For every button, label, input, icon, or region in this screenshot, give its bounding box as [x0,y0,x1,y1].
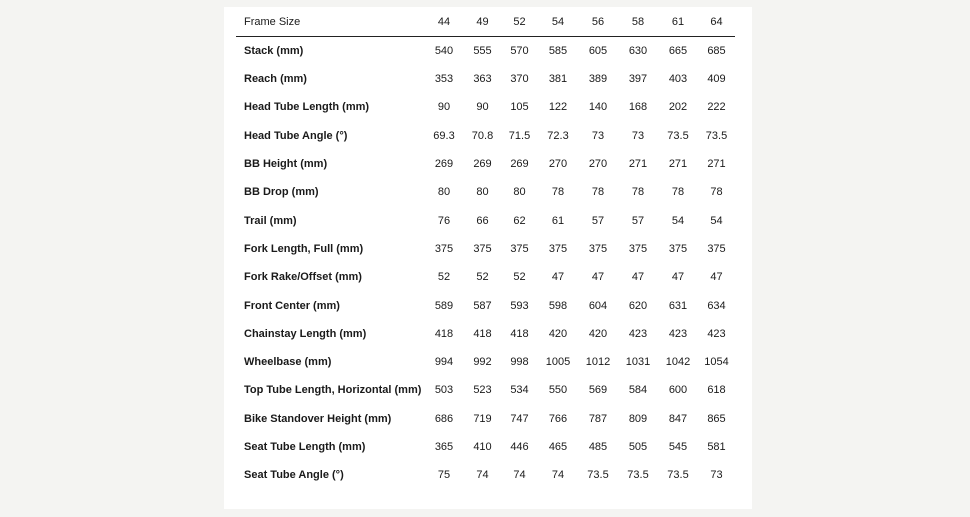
table-cell: 363 [473,73,492,86]
table-cell: 61 [551,214,565,227]
table-cell: 57 [631,214,645,227]
row-label: Bike Standover Height (mm) [244,412,392,425]
table-cell: 271 [668,158,688,171]
table-row [236,122,735,150]
row-label: BB Height (mm) [244,158,328,171]
table-cell: 73 [591,129,605,142]
table-cell: 47 [591,271,605,284]
table-cell: 534 [510,384,529,397]
table-cell: 581 [707,441,726,453]
table-cell: 52 [476,271,489,284]
row-label: Head Tube Angle (°) [244,129,348,142]
table-cell: 503 [434,384,454,397]
table-cell: 73 [631,129,645,142]
table-cell: 375 [473,242,492,255]
table-cell: 381 [548,73,568,86]
table-cell: 54 [671,214,685,227]
header-cell-size: 44 [424,7,464,37]
table-row [236,461,735,489]
table-cell: 420 [588,327,608,340]
header-cell-size: 64 [698,7,735,37]
table-row [236,37,735,66]
table-cell: 270 [588,158,608,171]
table-cell: 1031 [625,356,651,369]
table-cell: 418 [510,327,529,340]
table-cell: 47 [551,271,565,284]
row-label: Fork Rake/Offset (mm) [244,271,362,284]
header-cell-size: 54 [538,7,578,37]
table-cell: 555 [473,45,492,57]
table-cell: 271 [628,158,648,171]
table-cell: 375 [628,242,648,255]
table-cell: 78 [710,186,723,199]
row-label: Chainstay Length (mm) [244,327,367,340]
table-cell: 47 [631,271,645,284]
table-cell: 600 [668,384,688,397]
table-cell: 74 [513,469,526,482]
table-cell: 73.5 [667,129,689,142]
table-cell: 630 [628,45,648,57]
table-cell: 719 [473,412,492,425]
table-cell: 222 [707,101,726,114]
table-row [236,263,735,291]
geometry-table [236,7,735,489]
table-cell: 397 [628,73,648,86]
table-cell: 598 [548,299,568,312]
table-row [236,93,735,121]
header-cell-size: 61 [658,7,698,37]
row-label: Stack (mm) [244,45,304,57]
table-cell: 587 [473,299,492,312]
table-cell: 74 [476,469,489,482]
table-cell: 47 [710,271,723,284]
table-cell: 69.3 [433,129,455,142]
table-row [236,206,735,234]
table-cell: 375 [707,242,726,255]
table-cell: 73.5 [627,469,649,482]
table-row [236,150,735,178]
header-cell-size: 49 [464,7,501,37]
table-row [236,65,735,93]
header-cell-size: 52 [501,7,538,37]
table-cell: 70.8 [471,129,494,142]
table-cell: 375 [588,242,608,255]
table-row [236,178,735,206]
table-cell: 605 [588,45,608,57]
table-cell: 631 [668,299,688,312]
row-label: Wheelbase (mm) [244,356,332,369]
row-label: Fork Length, Full (mm) [244,242,364,255]
table-cell: 52 [437,271,451,284]
table-cell: 269 [434,158,454,171]
table-cell: 418 [473,327,492,340]
table-cell: 550 [548,384,568,397]
table-cell: 73.5 [587,469,609,482]
table-cell: 72.3 [547,129,569,142]
table-cell: 78 [631,186,645,199]
table-cell: 540 [434,45,454,57]
table-cell: 446 [510,441,529,453]
row-label: Top Tube Length, Horizontal (mm) [244,384,422,397]
row-label: Front Center (mm) [244,299,340,312]
table-cell: 47 [671,271,685,284]
table-cell: 593 [510,299,529,312]
table-cell: 80 [476,186,489,199]
table-cell: 604 [588,299,608,312]
table-row [236,433,735,461]
row-label: Seat Tube Length (mm) [244,441,366,453]
table-cell: 375 [668,242,688,255]
table-cell: 409 [707,73,726,86]
table-cell: 1042 [665,356,691,369]
table-cell: 686 [434,412,454,425]
header-cell-size: 58 [618,7,658,37]
table-cell: 847 [668,412,688,425]
table-cell: 994 [434,356,454,369]
row-label: BB Drop (mm) [244,186,319,199]
table-cell: 523 [473,384,492,397]
table-row [236,376,735,404]
table-cell: 589 [434,299,454,312]
table-cell: 375 [434,242,454,255]
table-cell: 202 [668,101,688,114]
header-cell-size: 56 [578,7,618,37]
table-cell: 122 [548,101,568,114]
table-cell: 78 [671,186,685,199]
table-cell: 403 [668,73,688,86]
table-cell: 74 [551,469,565,482]
table-header [236,7,735,37]
table-cell: 90 [476,101,489,114]
table-cell: 62 [513,214,526,227]
table-cell: 423 [628,327,648,340]
table-cell: 71.5 [508,129,531,142]
header-row [236,7,735,37]
table-cell: 76 [437,214,451,227]
table-cell: 375 [510,242,529,255]
table-cell: 271 [707,158,726,171]
table-body [236,37,735,490]
table-cell: 270 [548,158,568,171]
table-cell: 665 [668,45,688,57]
table-cell: 73.5 [667,469,689,482]
row-label: Reach (mm) [244,73,307,86]
table-cell: 54 [710,214,723,227]
table-cell: 410 [473,441,492,453]
row-label: Head Tube Length (mm) [244,101,370,114]
table-cell: 90 [437,101,451,114]
table-cell: 618 [707,384,726,397]
table-cell: 545 [668,441,688,453]
table-cell: 52 [513,271,526,284]
table-cell: 73.5 [705,129,728,142]
table-cell: 75 [437,469,451,482]
table-cell: 620 [628,299,648,312]
row-label: Trail (mm) [244,214,297,227]
table-cell: 353 [434,73,454,86]
table-cell: 787 [588,412,608,425]
table-row [236,235,735,263]
table-row [236,320,735,348]
table-cell: 1005 [545,356,571,369]
table-cell: 423 [668,327,688,340]
table-cell: 269 [473,158,492,171]
table-cell: 465 [548,441,568,453]
table-cell: 168 [628,101,648,114]
table-cell: 375 [548,242,568,255]
table-cell: 766 [548,412,568,425]
table-cell: 584 [628,384,648,397]
table-cell: 370 [510,73,529,86]
table-cell: 570 [510,45,529,57]
table-cell: 585 [548,45,568,57]
row-label: Seat Tube Angle (°) [244,469,344,482]
table-cell: 1054 [704,356,729,369]
table-cell: 485 [588,441,608,453]
table-cell: 685 [707,45,726,57]
table-cell: 269 [510,158,529,171]
table-cell: 80 [513,186,526,199]
table-cell: 73 [710,469,723,482]
table-cell: 140 [588,101,608,114]
table-cell: 1012 [585,356,611,369]
table-cell: 78 [591,186,605,199]
table-cell: 747 [510,412,529,425]
table-cell: 423 [707,327,726,340]
table-cell: 809 [628,412,648,425]
table-cell: 569 [588,384,608,397]
table-cell: 78 [551,186,565,199]
table-cell: 992 [473,356,492,369]
table-row [236,291,735,319]
table-cell: 505 [628,441,648,453]
table-cell: 66 [476,214,489,227]
table-cell: 865 [707,412,726,425]
table-cell: 389 [588,73,608,86]
table-cell: 418 [434,327,454,340]
table-cell: 80 [437,186,451,199]
header-cell-frame-size: Frame Size [236,7,424,37]
table-row [236,405,735,433]
table-cell: 57 [591,214,605,227]
table-cell: 998 [510,356,529,369]
table-cell: 365 [434,441,454,453]
table-row [236,348,735,376]
table-cell: 420 [548,327,568,340]
table-cell: 634 [707,299,726,312]
geometry-panel [224,7,752,509]
table-cell: 105 [510,101,529,114]
